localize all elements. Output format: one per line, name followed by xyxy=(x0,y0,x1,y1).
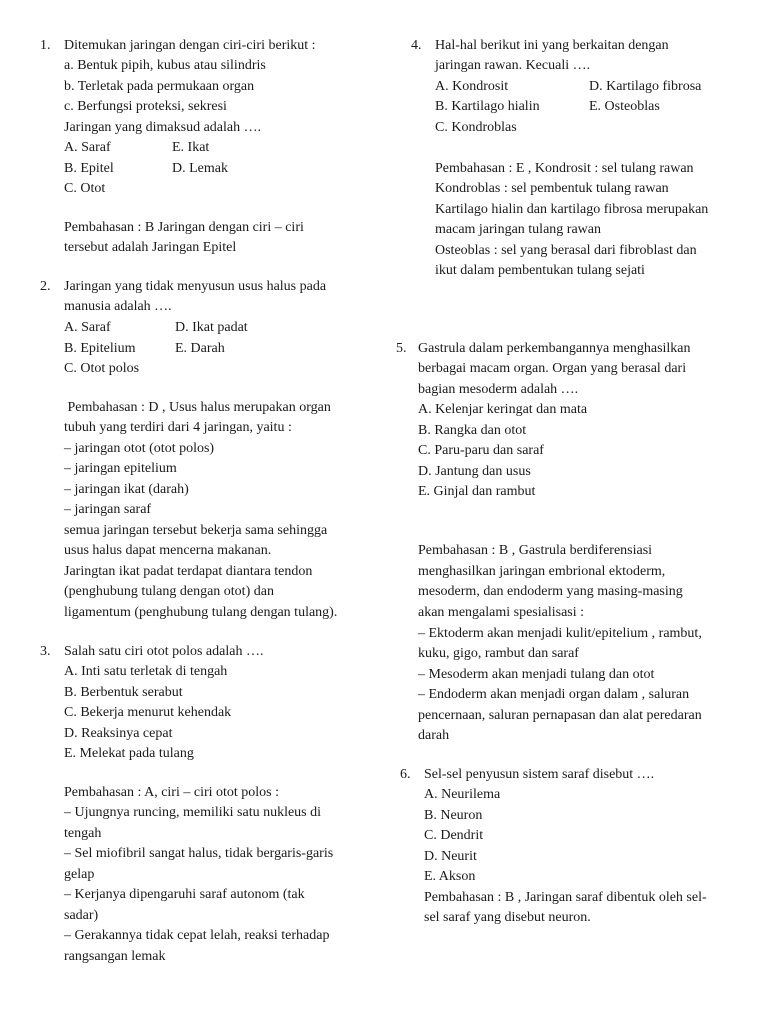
explanation-text: Kondroblas : sel pembentuk tulang rawan xyxy=(435,181,669,196)
answer-option: A. Saraf xyxy=(64,320,111,335)
explanation-text: – Sel miofibril sangat halus, tidak bergaris-garis xyxy=(64,846,334,861)
answer-option: A. Neurilema xyxy=(424,787,501,802)
explanation-text: Pembahasan : B , Gastrula berdiferensiasi xyxy=(418,543,653,558)
explanation-text: Pembahasan : B , Jaringan saraf dibentuk oleh sel- xyxy=(424,890,707,905)
answer-option: A. Kelenjar keringat dan mata xyxy=(418,402,588,417)
answer-option: B. Epitelium xyxy=(64,341,136,356)
question-number: 5. xyxy=(396,341,407,356)
question-number: 1. xyxy=(40,38,51,53)
explanation-text: – Kerjanya dipengaruhi saraf autonom (tak xyxy=(64,887,305,902)
answer-option: B. Kartilago hialin xyxy=(435,99,540,114)
question-text: jaringan rawan. Kecuali …. xyxy=(435,58,591,73)
answer-option: D. Ikat padat xyxy=(175,320,248,335)
explanation-text: ligamentum (penghubung tulang dengan tulang). xyxy=(64,605,338,620)
explanation-text: Pembahasan : B Jaringan dengan ciri – ciri xyxy=(64,220,304,235)
question-text: berbagai macam organ. Organ yang berasal dari xyxy=(418,361,687,376)
question-text: Jaringan yang tidak menyusun usus halus pada xyxy=(64,279,327,294)
explanation-text: – jaringan epitelium xyxy=(64,461,177,476)
explanation-text: – Mesoderm akan menjadi tulang dan otot xyxy=(418,667,655,682)
question-text: b. Terletak pada permukaan organ xyxy=(64,79,255,94)
answer-option: A. Saraf xyxy=(64,140,111,155)
explanation-text: Pembahasan : D , Usus halus merupakan organ xyxy=(64,400,331,415)
answer-option: C. Kondroblas xyxy=(435,120,517,135)
explanation-text: Jaringtan ikat padat terdapat diantara tendon xyxy=(64,564,313,579)
answer-option: C. Otot xyxy=(64,181,106,196)
explanation-text: – Endoderm akan menjadi organ dalam , saluran xyxy=(418,687,690,702)
explanation-text: usus halus dapat mencerna makanan. xyxy=(64,543,272,558)
explanation-text: tersebut adalah Jaringan Epitel xyxy=(64,240,237,255)
question-text: a. Bentuk pipih, kubus atau silindris xyxy=(64,58,266,73)
answer-option: B. Epitel xyxy=(64,161,114,176)
explanation-text: – jaringan otot (otot polos) xyxy=(64,441,215,456)
answer-option: D. Lemak xyxy=(172,161,228,176)
explanation-text: tengah xyxy=(64,826,102,841)
explanation-text: – Ujungnya runcing, memiliki satu nukleus di xyxy=(64,805,322,820)
answer-option: B. Rangka dan otot xyxy=(418,423,527,438)
answer-option: D. Neurit xyxy=(424,849,477,864)
question-number: 2. xyxy=(40,279,51,294)
explanation-text: Osteoblas : sel yang berasal dari fibroblast dan xyxy=(435,243,697,258)
explanation-text: Kartilago hialin dan kartilago fibrosa merupakan xyxy=(435,202,709,217)
explanation-text: semua jaringan tersebut bekerja sama sehingga xyxy=(64,523,328,538)
answer-option: D. Jantung dan usus xyxy=(418,464,531,479)
answer-option: E. Melekat pada tulang xyxy=(64,746,194,761)
explanation-text: rangsangan lemak xyxy=(64,949,166,964)
explanation-text: – Ektoderm akan menjadi kulit/epitelium , rambut, xyxy=(418,626,702,641)
explanation-text: pencernaan, saluran pernapasan dan alat peredaran xyxy=(418,708,702,723)
answer-option: E. Osteoblas xyxy=(589,99,660,114)
explanation-text: macam jaringan tulang rawan xyxy=(435,222,601,237)
question-text: Salah satu ciri otot polos adalah …. xyxy=(64,644,264,659)
explanation-text: Pembahasan : A, ciri – ciri otot polos : xyxy=(64,785,280,800)
explanation-text: (penghubung tulang dengan otot) dan xyxy=(64,584,274,599)
answer-option: C. Otot polos xyxy=(64,361,140,376)
question-text: Jaringan yang dimaksud adalah …. xyxy=(64,120,262,135)
answer-option: C. Dendrit xyxy=(424,828,484,843)
answer-option: D. Reaksinya cepat xyxy=(64,726,173,741)
explanation-text: mesoderm, dan endoderm yang masing-masing xyxy=(418,584,683,599)
explanation-text: sel saraf yang disebut neuron. xyxy=(424,910,591,925)
answer-option: E. Ikat xyxy=(172,140,210,155)
explanation-text: – jaringan ikat (darah) xyxy=(64,482,189,497)
question-number: 4. xyxy=(411,38,422,53)
explanation-text: menghasilkan jaringan embrional ektoderm, xyxy=(418,564,666,579)
explanation-text: sadar) xyxy=(64,908,99,923)
answer-option: C. Bekerja menurut kehendak xyxy=(64,705,232,720)
explanation-text: kuku, gigo, rambut dan saraf xyxy=(418,646,579,661)
question-text: c. Berfungsi proteksi, sekresi xyxy=(64,99,227,114)
question-text: Sel-sel penyusun sistem saraf disebut …. xyxy=(424,767,655,782)
question-number: 6. xyxy=(400,767,411,782)
question-text: Hal-hal berikut ini yang berkaitan dengan xyxy=(435,38,669,53)
explanation-text: – jaringan saraf xyxy=(64,502,152,517)
question-text: bagian mesoderm adalah …. xyxy=(418,382,579,397)
question-number: 3. xyxy=(40,644,51,659)
answer-option: E. Ginjal dan rambut xyxy=(418,484,536,499)
explanation-text: tubuh yang terdiri dari 4 jaringan, yaitu : xyxy=(64,420,292,435)
answer-option: E. Akson xyxy=(424,869,476,884)
answer-option: A. Inti satu terletak di tengah xyxy=(64,664,228,679)
answer-option: A. Kondrosit xyxy=(435,79,509,94)
question-text: Gastrula dalam perkembangannya menghasilkan xyxy=(418,341,691,356)
answer-option: E. Darah xyxy=(175,341,225,356)
answer-option: C. Paru-paru dan saraf xyxy=(418,443,544,458)
explanation-text: Pembahasan : E , Kondrosit : sel tulang rawan xyxy=(435,161,694,176)
explanation-text: ikut dalam pembentukan tulang sejati xyxy=(435,263,645,278)
explanation-text: darah xyxy=(418,728,450,743)
explanation-text: gelap xyxy=(64,867,95,882)
explanation-text: – Gerakannya tidak cepat lelah, reaksi terhadap xyxy=(64,928,330,943)
question-text: Ditemukan jaringan dengan ciri-ciri berikut : xyxy=(64,38,316,53)
answer-option: B. Berbentuk serabut xyxy=(64,685,183,700)
answer-option: D. Kartilago fibrosa xyxy=(589,79,702,94)
answer-option: B. Neuron xyxy=(424,808,483,823)
question-text: manusia adalah …. xyxy=(64,299,172,314)
explanation-text: akan mengalami spesialisasi : xyxy=(418,605,585,620)
